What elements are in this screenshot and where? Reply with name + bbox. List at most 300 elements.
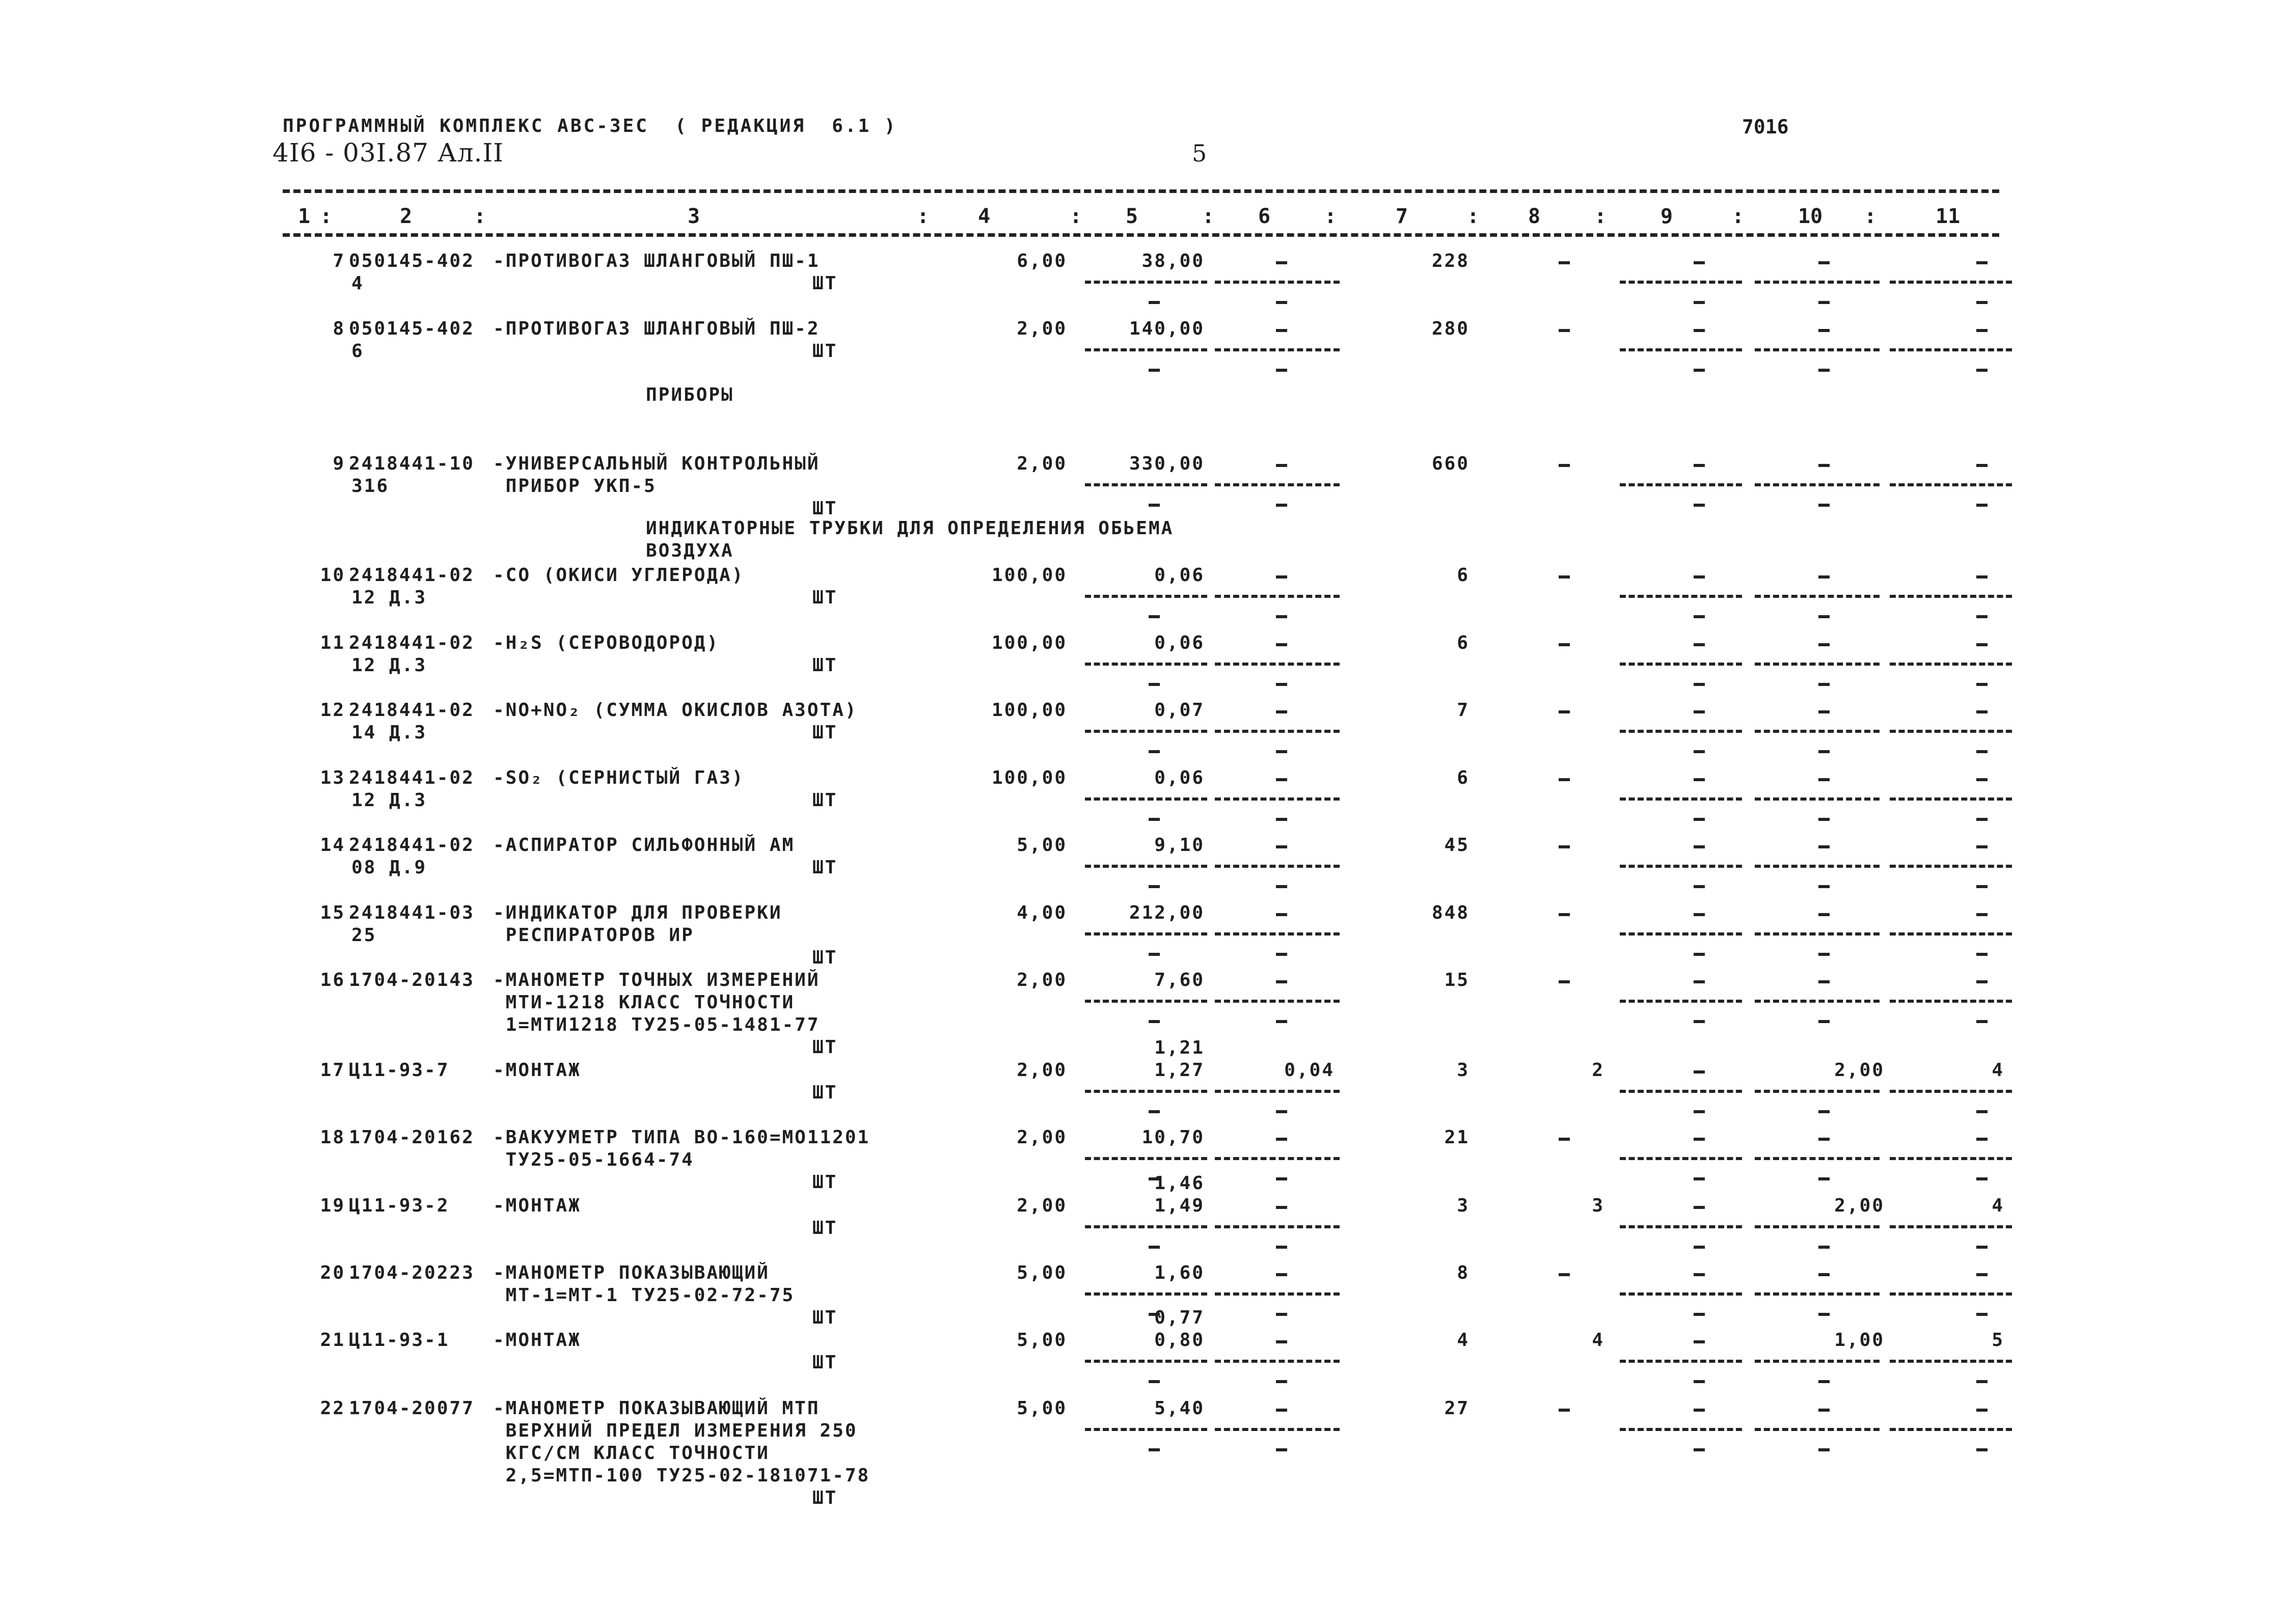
column-header-4: 4 xyxy=(978,205,991,228)
dashed-underline xyxy=(1620,1000,1742,1003)
dashed-underline xyxy=(1620,1157,1742,1160)
dash-mark xyxy=(1976,369,1988,372)
unit-of-measure: ШТ xyxy=(812,341,838,362)
column-separator: : xyxy=(1324,205,1337,228)
dash-mark xyxy=(1976,1448,1988,1451)
dashed-underline xyxy=(1755,348,1880,351)
column-header-9: 9 xyxy=(1661,205,1673,228)
item-name: -МОНТАЖ xyxy=(493,1330,581,1351)
item-name: -МАНОМЕТР ПОКАЗЫВАЮЩИЙ МТП xyxy=(493,1398,820,1419)
dash-mark xyxy=(1276,1110,1287,1113)
dashed-underline xyxy=(1215,1360,1340,1363)
unit-price: 0,06 xyxy=(1154,632,1205,653)
column-separator: : xyxy=(1070,205,1082,228)
dash-mark xyxy=(1694,885,1705,888)
dash-mark xyxy=(1694,913,1705,916)
dashed-underline xyxy=(1620,348,1742,351)
dash-mark xyxy=(1694,1110,1705,1113)
unit-of-measure: ШТ xyxy=(812,587,838,608)
item-code: 2418441-02 xyxy=(349,767,475,788)
dashed-underline xyxy=(1085,483,1207,486)
dash-mark xyxy=(1276,913,1287,916)
section-title-line2: ВОЗДУХА xyxy=(646,540,734,561)
dash-mark xyxy=(1818,301,1830,304)
dashed-underline xyxy=(1215,932,1340,935)
dash-mark xyxy=(1276,683,1287,686)
item-name: -СО (ОКИСИ УГЛЕРОДА) xyxy=(493,565,745,586)
quantity: 5,00 xyxy=(1017,1262,1067,1283)
total-value: 3 xyxy=(1457,1060,1469,1081)
item-code: 050145-402 xyxy=(349,318,475,339)
row-number: 7 xyxy=(333,251,345,271)
item-name: -ПРОТИВОГАЗ ШЛАНГОВЫЙ ПШ-2 xyxy=(493,318,820,339)
dash-mark xyxy=(1694,1138,1705,1141)
unit-of-measure: ШТ xyxy=(812,498,838,519)
unit-price: 212,00 xyxy=(1129,902,1205,923)
dashed-underline xyxy=(1890,1157,2012,1160)
unit-price: 0,06 xyxy=(1154,767,1205,788)
dash-mark xyxy=(1694,261,1705,264)
dashed-underline xyxy=(1620,1360,1742,1363)
dashed-underline xyxy=(1215,1428,1340,1431)
dashed-underline xyxy=(1755,932,1880,935)
dashed-underline xyxy=(1890,865,2012,868)
row-number: 15 xyxy=(320,902,345,923)
dashed-underline xyxy=(1085,1292,1207,1296)
dash-mark xyxy=(1976,1020,1988,1023)
dashed-underline xyxy=(1890,663,2012,666)
dashed-underline xyxy=(1085,595,1207,598)
dash-mark xyxy=(1976,615,1988,618)
unit-of-measure: ШТ xyxy=(812,1037,838,1058)
dashed-underline xyxy=(1755,730,1880,733)
quantity: 2,00 xyxy=(1017,318,1067,339)
column-10-value: 2,00 xyxy=(1834,1060,1885,1081)
dash-mark xyxy=(1694,1340,1705,1343)
dashed-underline xyxy=(1890,281,2012,284)
column-separator: : xyxy=(1864,205,1877,228)
dash-mark xyxy=(1694,643,1705,646)
total-value: 45 xyxy=(1444,835,1469,856)
unit-price: 1,60 xyxy=(1154,1262,1205,1283)
dash-mark xyxy=(1818,504,1830,507)
section-title: ПРИБОРЫ xyxy=(646,384,734,405)
dashed-underline xyxy=(1890,932,2012,935)
dashed-underline xyxy=(1620,865,1742,868)
dashed-underline xyxy=(1620,1428,1742,1431)
dash-mark xyxy=(1976,750,1988,753)
dash-mark xyxy=(1976,1110,1988,1113)
unit-of-measure: ШТ xyxy=(812,857,838,878)
dash-mark xyxy=(1276,778,1287,781)
dash-mark xyxy=(1149,683,1160,686)
column-10-value: 2,00 xyxy=(1834,1195,1885,1216)
item-code: Ц11-93-7 xyxy=(349,1060,450,1081)
dash-mark xyxy=(1976,261,1988,264)
unit-price: 1,27 xyxy=(1154,1060,1205,1081)
item-code: Ц11-93-2 xyxy=(349,1195,450,1216)
unit-price: 9,10 xyxy=(1154,835,1205,856)
dash-mark xyxy=(1276,953,1287,956)
dash-mark xyxy=(1976,504,1988,507)
dash-mark xyxy=(1694,710,1705,713)
column-header-2: 2 xyxy=(400,205,413,228)
unit-of-measure: ШТ xyxy=(812,1218,838,1238)
dash-mark xyxy=(1694,464,1705,467)
dashed-underline xyxy=(1755,1292,1880,1296)
total-value: 6 xyxy=(1457,632,1469,653)
row-number: 22 xyxy=(320,1398,345,1419)
unit-price-alt: 1,21 xyxy=(1154,1037,1205,1058)
dash-mark xyxy=(1976,575,1988,579)
dashed-underline xyxy=(1620,663,1742,666)
row-number: 10 xyxy=(320,565,345,586)
dash-mark xyxy=(1818,1273,1830,1276)
dash-mark xyxy=(1276,1138,1287,1141)
dashed-underline xyxy=(1620,797,1742,801)
column-header-11: 11 xyxy=(1936,205,1961,228)
column-11-value: 5 xyxy=(1992,1330,2004,1351)
column-separator: : xyxy=(1467,205,1480,228)
total-value: 15 xyxy=(1444,970,1469,990)
dashed-underline xyxy=(1620,281,1742,284)
dash-mark xyxy=(1149,818,1160,821)
header-rule xyxy=(283,233,1999,237)
dashed-underline xyxy=(1755,595,1880,598)
total-value: 228 xyxy=(1431,251,1469,271)
row-number: 19 xyxy=(320,1195,345,1216)
dash-mark xyxy=(1276,845,1287,848)
dash-mark xyxy=(1276,504,1287,507)
item-name: -ИНДИКАТОР ДЛЯ ПРОВЕРКИ xyxy=(493,902,782,923)
total-value: 848 xyxy=(1431,902,1469,923)
item-name: ВЕРХНИЙ ПРЕДЕЛ ИЗМЕРЕНИЯ 250 xyxy=(493,1420,858,1441)
total-value: 280 xyxy=(1431,318,1469,339)
dash-mark xyxy=(1818,953,1830,956)
total-value: 6 xyxy=(1457,767,1469,788)
unit-price: 0,06 xyxy=(1154,565,1205,586)
quantity: 2,00 xyxy=(1017,453,1067,474)
dash-mark xyxy=(1976,778,1988,781)
column-header-10: 10 xyxy=(1798,205,1823,228)
dashed-underline xyxy=(1890,1428,2012,1431)
dash-mark xyxy=(1694,1020,1705,1023)
item-name: -ВАКУУМЕТР ТИПА ВО-160=МО11201 xyxy=(493,1127,870,1148)
unit-price: 0,07 xyxy=(1154,700,1205,721)
dashed-underline xyxy=(1215,730,1340,733)
dashed-underline xyxy=(1755,1428,1880,1431)
dash-mark xyxy=(1559,329,1570,332)
item-code-suffix: 14 Д.3 xyxy=(351,722,427,743)
dash-mark xyxy=(1694,1246,1705,1249)
unit-of-measure: ШТ xyxy=(812,655,838,676)
dash-mark xyxy=(1818,329,1830,332)
dash-mark xyxy=(1976,464,1988,467)
dashed-underline xyxy=(1755,1360,1880,1363)
item-name: -МАНОМЕТР ПОКАЗЫВАЮЩИЙ xyxy=(493,1262,770,1283)
dash-mark xyxy=(1694,301,1705,304)
column-8-value: 4 xyxy=(1592,1330,1604,1351)
dash-mark xyxy=(1976,301,1988,304)
dashed-underline xyxy=(1085,1428,1207,1431)
dash-mark xyxy=(1976,980,1988,983)
dashed-underline xyxy=(1085,1157,1207,1160)
row-number: 20 xyxy=(320,1262,345,1283)
dash-mark xyxy=(1818,980,1830,983)
dash-mark xyxy=(1818,1448,1830,1451)
dash-mark xyxy=(1276,750,1287,753)
item-name: -МАНОМЕТР ТОЧНЫХ ИЗМЕРЕНИЙ xyxy=(493,970,820,990)
dash-mark xyxy=(1818,913,1830,916)
dashed-underline xyxy=(1215,1090,1340,1093)
dash-mark xyxy=(1149,885,1160,888)
item-code: Ц11-93-1 xyxy=(349,1330,450,1351)
dashed-underline xyxy=(1215,663,1340,666)
dashed-underline xyxy=(1755,281,1880,284)
dash-mark xyxy=(1559,845,1570,848)
dash-mark xyxy=(1976,710,1988,713)
item-code: 2418441-02 xyxy=(349,835,475,856)
quantity: 5,00 xyxy=(1017,1398,1067,1419)
dash-mark xyxy=(1694,1070,1705,1074)
dashed-underline xyxy=(1755,483,1880,486)
dash-mark xyxy=(1694,575,1705,579)
quantity: 2,00 xyxy=(1017,970,1067,990)
dash-mark xyxy=(1694,329,1705,332)
dash-mark xyxy=(1976,818,1988,821)
dash-mark xyxy=(1976,1177,1988,1180)
item-name: ТУ25-05-1664-74 xyxy=(493,1149,694,1170)
unit-of-measure: ШТ xyxy=(812,947,838,968)
dash-mark xyxy=(1694,818,1705,821)
row-number: 11 xyxy=(320,632,345,653)
dash-mark xyxy=(1818,464,1830,467)
column-header-6: 6 xyxy=(1258,205,1271,228)
item-code: 1704-20162 xyxy=(349,1127,475,1148)
dashed-underline xyxy=(1085,1360,1207,1363)
quantity: 5,00 xyxy=(1017,1330,1067,1351)
dash-mark xyxy=(1976,1313,1988,1316)
unit-price: 330,00 xyxy=(1129,453,1205,474)
dashed-underline xyxy=(1085,348,1207,351)
dash-mark xyxy=(1276,1177,1287,1180)
dash-mark xyxy=(1818,1246,1830,1249)
item-name: -АСПИРАТОР СИЛЬФОННЫЙ АМ xyxy=(493,835,795,856)
dash-mark xyxy=(1276,1206,1287,1209)
item-code-suffix: 316 xyxy=(351,476,390,497)
column-separator: : xyxy=(474,205,486,228)
dash-mark xyxy=(1276,464,1287,467)
dash-mark xyxy=(1818,1110,1830,1113)
dashed-underline xyxy=(1215,865,1340,868)
dash-mark xyxy=(1818,1409,1830,1412)
dash-mark xyxy=(1276,1020,1287,1023)
unit-price: 1,49 xyxy=(1154,1195,1205,1216)
dashed-underline xyxy=(1755,797,1880,801)
quantity: 4,00 xyxy=(1017,902,1067,923)
item-name: -МОНТАЖ xyxy=(493,1060,581,1081)
quantity: 100,00 xyxy=(991,767,1067,788)
dashed-underline xyxy=(1890,483,2012,486)
page-number: 5 xyxy=(1192,140,1207,167)
dash-mark xyxy=(1559,464,1570,467)
column-10-value: 1,00 xyxy=(1834,1330,1885,1351)
dash-mark xyxy=(1976,683,1988,686)
dash-mark xyxy=(1976,1409,1988,1412)
quantity: 2,00 xyxy=(1017,1195,1067,1216)
dash-mark xyxy=(1818,1313,1830,1316)
dash-mark xyxy=(1559,710,1570,713)
row-number: 16 xyxy=(320,970,345,990)
dashed-underline xyxy=(1620,1292,1742,1296)
quantity: 2,00 xyxy=(1017,1127,1067,1148)
dash-mark xyxy=(1818,818,1830,821)
dash-mark xyxy=(1276,1340,1287,1343)
dash-mark xyxy=(1149,1246,1160,1249)
column-11-value: 4 xyxy=(1992,1195,2004,1216)
unit-of-measure: ШТ xyxy=(812,1172,838,1193)
item-code-suffix: 12 Д.3 xyxy=(351,587,427,608)
unit-of-measure: ШТ xyxy=(812,1307,838,1328)
dash-mark xyxy=(1818,778,1830,781)
dash-mark xyxy=(1818,710,1830,713)
item-code-suffix: 08 Д.9 xyxy=(351,857,427,878)
column-header-1: 1 xyxy=(298,205,311,228)
dashed-underline xyxy=(1755,1157,1880,1160)
dash-mark xyxy=(1694,1177,1705,1180)
dash-mark xyxy=(1276,261,1287,264)
unit-price-alt: 1,46 xyxy=(1154,1173,1205,1194)
total-value: 3 xyxy=(1457,1195,1469,1216)
item-code: 1704-20223 xyxy=(349,1262,475,1283)
document-reference: 4I6 - 03I.87 Ал.II xyxy=(273,138,504,168)
dash-mark xyxy=(1818,1138,1830,1141)
dash-mark xyxy=(1818,643,1830,646)
item-code-suffix: 6 xyxy=(351,341,364,362)
dash-mark xyxy=(1976,845,1988,848)
total-value: 8 xyxy=(1457,1262,1469,1283)
row-number: 18 xyxy=(320,1127,345,1148)
dashed-underline xyxy=(1620,932,1742,935)
dash-mark xyxy=(1149,615,1160,618)
dash-mark xyxy=(1694,980,1705,983)
dash-mark xyxy=(1976,1246,1988,1249)
dash-mark xyxy=(1976,1273,1988,1276)
dash-mark xyxy=(1694,1448,1705,1451)
item-name: МТ-1=МТ-1 ТУ25-02-72-75 xyxy=(493,1285,795,1306)
column-header-8: 8 xyxy=(1528,205,1541,228)
dashed-underline xyxy=(1890,797,2012,801)
dash-mark xyxy=(1276,1409,1287,1412)
dash-mark xyxy=(1276,818,1287,821)
dashed-underline xyxy=(1215,1225,1340,1228)
item-name: -SO₂ (СЕРНИСТЫЙ ГАЗ) xyxy=(493,767,745,788)
dash-mark xyxy=(1818,885,1830,888)
dashed-underline xyxy=(1890,1000,2012,1003)
dashed-underline xyxy=(1620,1090,1742,1093)
dash-mark xyxy=(1276,615,1287,618)
dashed-underline xyxy=(1755,1225,1880,1228)
dash-mark xyxy=(1694,845,1705,848)
unit-price: 10,70 xyxy=(1141,1127,1205,1148)
dash-mark xyxy=(1149,301,1160,304)
item-code-suffix: 4 xyxy=(351,273,364,294)
dash-mark xyxy=(1559,261,1570,264)
quantity: 100,00 xyxy=(991,565,1067,586)
dash-mark xyxy=(1276,885,1287,888)
column-separator: : xyxy=(1594,205,1607,228)
item-name: РЕСПИРАТОРОВ ИР xyxy=(493,925,694,946)
dashed-underline xyxy=(1215,595,1340,598)
dash-mark xyxy=(1559,1273,1570,1276)
dash-mark xyxy=(1149,504,1160,507)
dash-mark xyxy=(1976,329,1988,332)
item-name: -ПРОТИВОГАЗ ШЛАНГОВЫЙ ПШ-1 xyxy=(493,251,820,271)
dash-mark xyxy=(1276,575,1287,579)
dash-mark xyxy=(1694,778,1705,781)
dash-mark xyxy=(1818,750,1830,753)
dash-mark xyxy=(1149,750,1160,753)
dashed-underline xyxy=(1755,865,1880,868)
dash-mark xyxy=(1976,1138,1988,1141)
dash-mark xyxy=(1276,1313,1287,1316)
top-rule xyxy=(283,189,1999,193)
dashed-underline xyxy=(1620,1225,1742,1228)
unit-of-measure: ШТ xyxy=(812,1352,838,1373)
dashed-underline xyxy=(1215,797,1340,801)
dash-mark xyxy=(1276,1380,1287,1383)
dash-mark xyxy=(1818,683,1830,686)
item-name: -МОНТАЖ xyxy=(493,1195,581,1216)
dash-mark xyxy=(1559,1138,1570,1141)
dashed-underline xyxy=(1890,1292,2012,1296)
unit-of-measure: ШТ xyxy=(812,1082,838,1103)
dash-mark xyxy=(1559,980,1570,983)
dash-mark xyxy=(1694,683,1705,686)
dash-mark xyxy=(1976,913,1988,916)
row-number: 9 xyxy=(333,453,345,474)
dashed-underline xyxy=(1085,797,1207,801)
dash-mark xyxy=(1276,980,1287,983)
dashed-underline xyxy=(1755,1000,1880,1003)
column-separator: : xyxy=(1202,205,1215,228)
dashed-underline xyxy=(1215,281,1340,284)
unit-price: 5,40 xyxy=(1154,1398,1205,1419)
unit-of-measure: ШТ xyxy=(812,790,838,811)
row-number: 14 xyxy=(320,835,345,856)
total-value: 21 xyxy=(1444,1127,1469,1148)
section-title: ИНДИКАТОРНЫЕ ТРУБКИ ДЛЯ ОПРЕДЕЛЕНИЯ ОБЬЕМА xyxy=(646,518,1174,539)
total-value: 4 xyxy=(1457,1330,1469,1351)
dashed-underline xyxy=(1890,730,2012,733)
dashed-underline xyxy=(1620,730,1742,733)
dash-mark xyxy=(1694,953,1705,956)
unit-price: 140,00 xyxy=(1129,318,1205,339)
dash-mark xyxy=(1276,710,1287,713)
total-value: 660 xyxy=(1431,453,1469,474)
column-separator: : xyxy=(1732,205,1745,228)
dash-mark xyxy=(1559,778,1570,781)
dash-mark xyxy=(1694,1206,1705,1209)
column-header-7: 7 xyxy=(1396,205,1408,228)
total-value: 27 xyxy=(1444,1398,1469,1419)
dash-mark xyxy=(1149,953,1160,956)
item-code: 2418441-10 xyxy=(349,453,475,474)
dash-mark xyxy=(1694,369,1705,372)
dash-mark xyxy=(1276,329,1287,332)
column-8-value: 2 xyxy=(1592,1060,1604,1081)
dash-mark xyxy=(1976,953,1988,956)
